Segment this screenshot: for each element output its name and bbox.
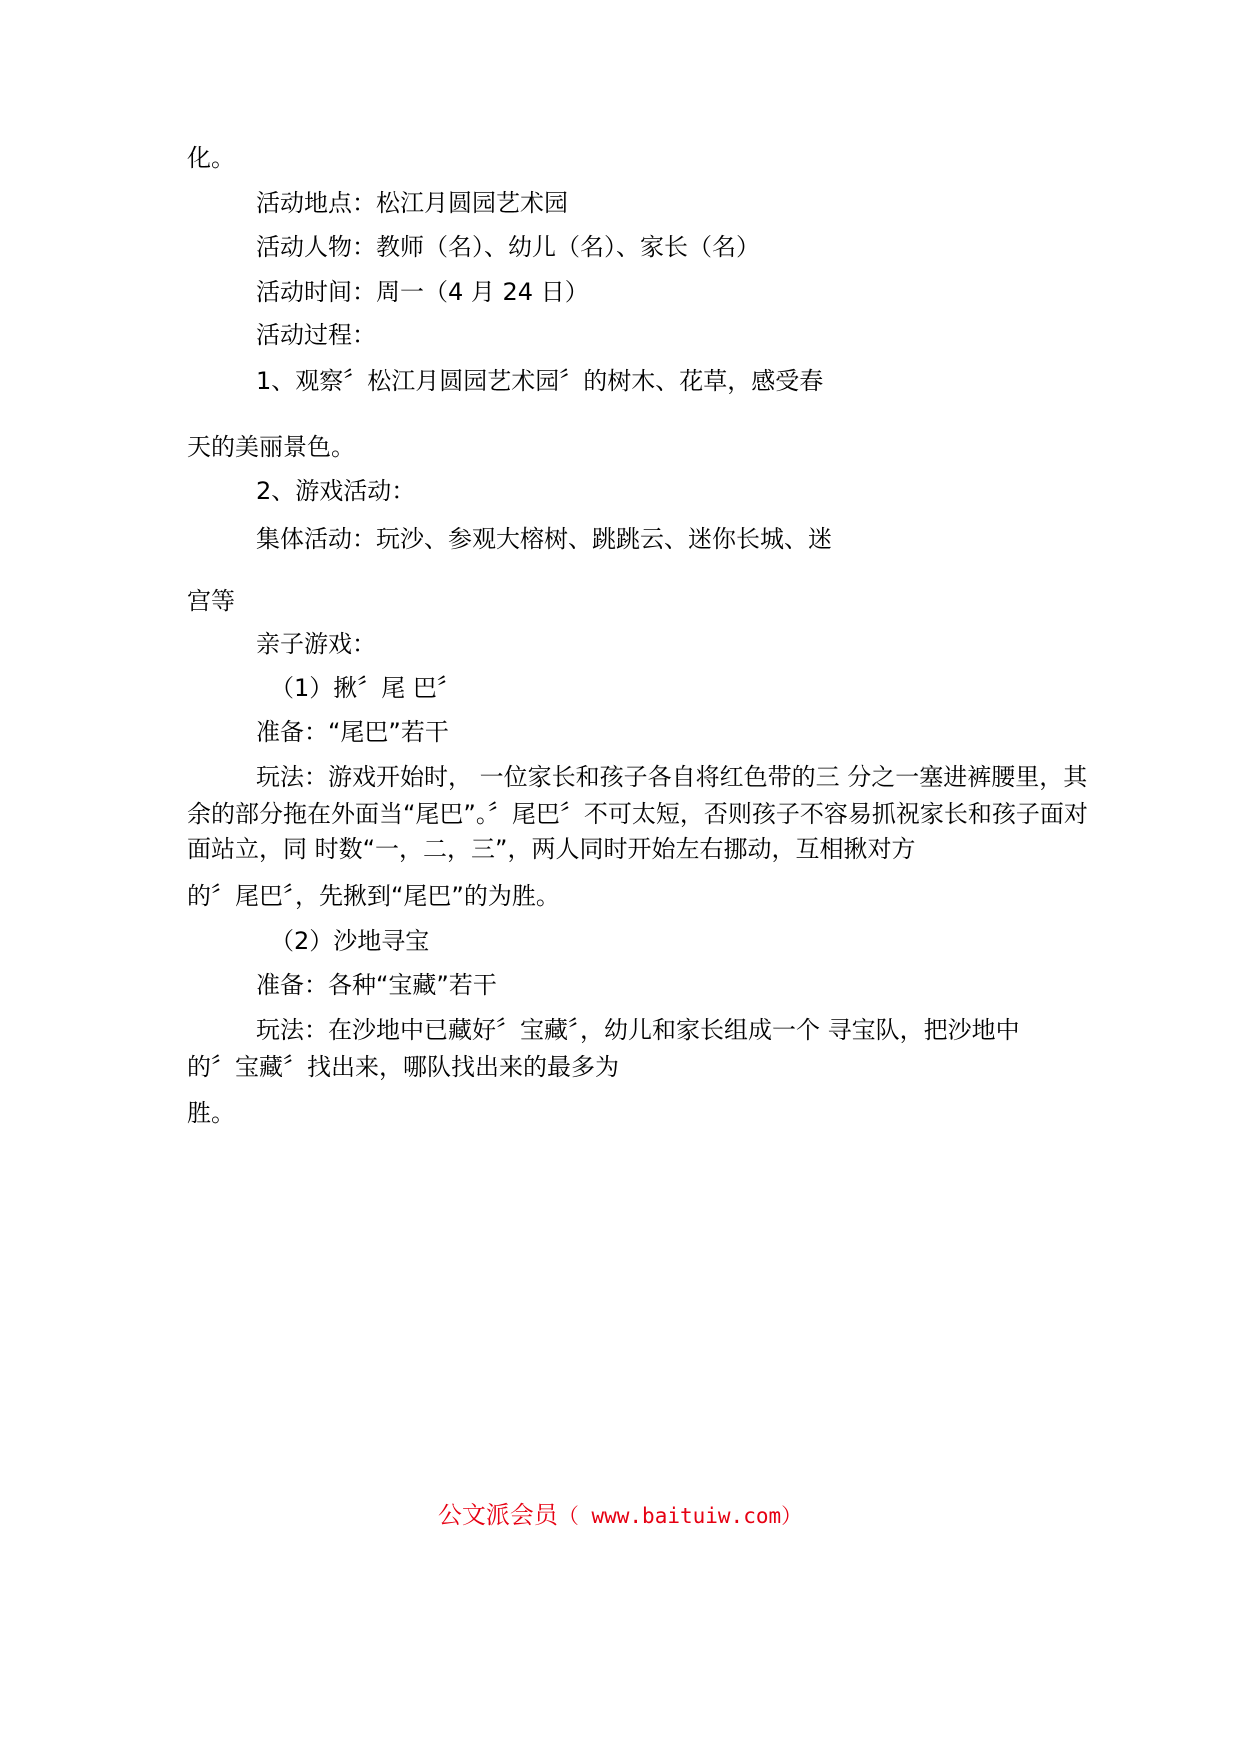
text-line: 余的部分拖在外面当“尾巴”。〞尾巴〞不可太短，否则孩子不容易抓祝家长和孩子面对: [187, 800, 1088, 828]
text-line: 活动地点：松江月圆园艺术园: [256, 189, 568, 217]
text-line: 亲子游戏：: [256, 630, 376, 658]
text-line: 1、观察〞松江月圆园艺术园〞的树木、花草，感受春: [256, 367, 824, 395]
text-line: 活动过程：: [256, 321, 376, 349]
footer-watermark: [0, 1498, 1240, 1533]
text-line: 准备：各种“宝藏”若干: [256, 971, 497, 999]
text-line: （1）揪〞尾 巴〞: [270, 674, 461, 702]
text-line: 宫等: [187, 587, 235, 615]
footer-site-link[interactable]: （ www.baituiw.com）: [557, 1504, 803, 1528]
footer-brand: 公文派会员: [437, 1501, 558, 1529]
text-line: 的〞宝藏〞找出来，哪队找出来的最多为: [187, 1053, 619, 1081]
text-line: 2、游戏活动：: [256, 477, 416, 505]
text-line: 玩法：在沙地中已藏好〞宝藏〞，幼儿和家长组成一个 寻宝队，把沙地中: [256, 1016, 1020, 1044]
text-line: 准备：“尾巴”若干: [256, 718, 449, 746]
text-line: 的〞尾巴〞，先揪到“尾巴”的为胜。: [187, 882, 560, 910]
text-line: 集体活动：玩沙、参观大榕树、跳跳云、迷你长城、迷: [256, 525, 832, 553]
text-line: 天的美丽景色。: [187, 433, 355, 461]
text-line: 面站立，同 时数“一，二，三”，两人同时开始左右挪动，互相揪对方: [187, 835, 916, 863]
text-line: 活动人物：教师（名）、幼儿（名）、家长（名）: [256, 233, 760, 261]
text-line: （2）沙地寻宝: [270, 927, 430, 955]
text-line: 化。: [187, 144, 235, 172]
text-line: 活动时间：周一（4 月 24 日）: [256, 278, 589, 306]
text-line: 玩法：游戏开始时， 一位家长和孩子各自将红色带的三 分之一塞进裤腰里，其: [256, 763, 1088, 791]
text-line: 胜。: [187, 1099, 235, 1127]
